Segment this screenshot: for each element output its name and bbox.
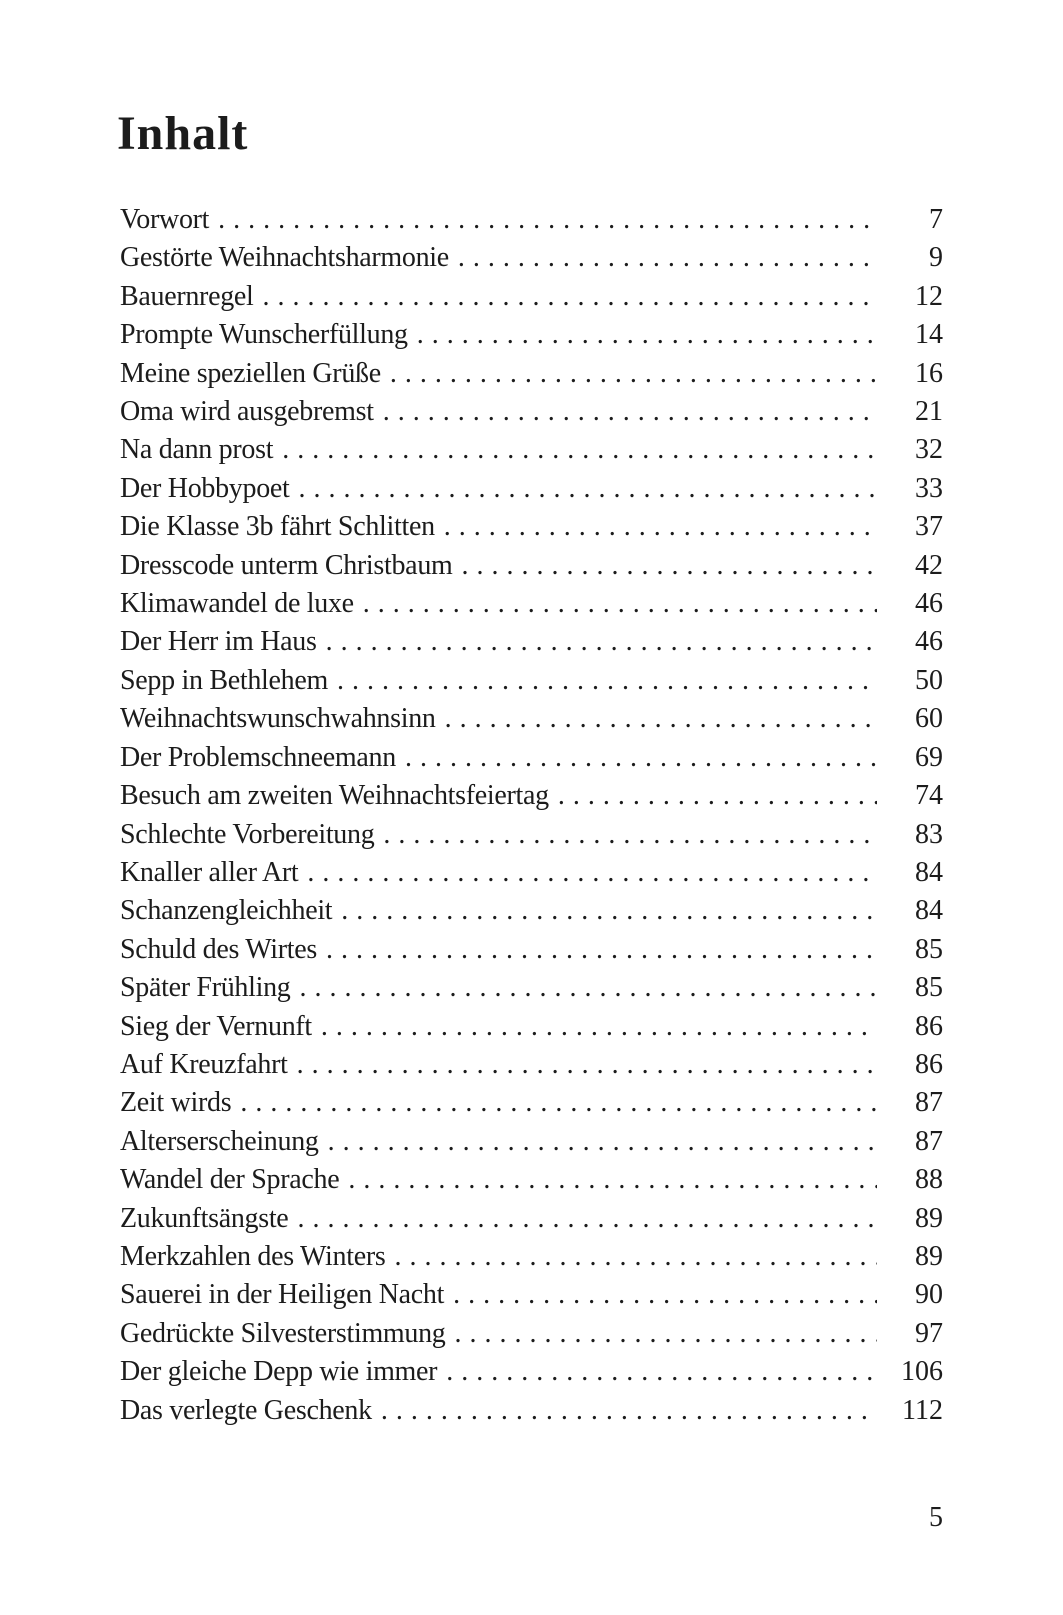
toc-row <box>120 1353 943 1391</box>
toc-row <box>120 969 943 1007</box>
dot-leader <box>383 393 877 431</box>
dot-leader <box>394 1238 877 1276</box>
toc-entry-title: Klimawandel de luxe <box>120 588 354 620</box>
toc-entry-title: Bauernregel <box>120 280 254 312</box>
toc-page-number: 89 <box>915 1202 943 1234</box>
toc-row <box>120 355 943 393</box>
dot-leader <box>363 585 877 623</box>
dot-leader <box>240 1084 877 1122</box>
dot-leader <box>341 892 877 930</box>
toc-entry-title: Auf Kreuzfahrt <box>120 1048 288 1080</box>
toc-page-number: 106 <box>901 1356 943 1388</box>
toc-row <box>120 431 943 469</box>
toc-row <box>120 892 943 930</box>
toc-entry-title: Der gleiche Depp wie immer <box>120 1356 438 1388</box>
dot-leader <box>462 547 878 585</box>
toc-entry-title: Gedrückte Silvesterstimmung <box>120 1317 446 1349</box>
dot-leader <box>348 1161 877 1199</box>
page-title: Inhalt <box>117 107 249 160</box>
toc-entry-title: Weihnachtswunschwahnsinn <box>120 703 436 735</box>
toc-row <box>120 1123 943 1161</box>
toc-entry-title: Später Frühling <box>120 972 291 1004</box>
toc-page-number: 84 <box>915 895 943 927</box>
dot-leader <box>455 1315 877 1353</box>
toc-page-number: 42 <box>915 549 943 581</box>
toc-row <box>120 854 943 892</box>
toc-row <box>120 585 943 623</box>
toc-page-number: 87 <box>915 1125 943 1157</box>
toc-page-number: 85 <box>915 972 943 1004</box>
toc-row <box>120 278 943 316</box>
toc-entry-title: Die Klasse 3b fährt Schlitten <box>120 511 435 543</box>
toc-row <box>120 623 943 661</box>
toc-page-number: 50 <box>915 664 943 696</box>
toc-page-number: 74 <box>915 780 943 812</box>
toc-row <box>120 316 943 354</box>
toc-row <box>120 1276 943 1314</box>
toc-row <box>120 662 943 700</box>
dot-leader <box>390 355 877 393</box>
dot-leader <box>383 816 877 854</box>
dot-leader <box>297 1046 877 1084</box>
toc-row <box>120 470 943 508</box>
dot-leader <box>445 700 877 738</box>
toc-page-number: 32 <box>915 434 943 466</box>
toc-row <box>120 1161 943 1199</box>
toc-entry-title: Meine speziellen Grüße <box>120 357 381 389</box>
toc-page-number: 97 <box>915 1317 943 1349</box>
dot-leader <box>405 739 877 777</box>
toc-row <box>120 1046 943 1084</box>
toc-page-number: 60 <box>915 703 943 735</box>
table-of-contents <box>120 201 943 1430</box>
toc-row <box>120 1238 943 1276</box>
toc-entry-title: Das verlegte Geschenk <box>120 1394 372 1426</box>
toc-row <box>120 777 943 815</box>
dot-leader <box>381 1392 877 1430</box>
toc-entry-title: Zukunftsängste <box>120 1202 289 1234</box>
dot-leader <box>417 316 877 354</box>
dot-leader <box>458 239 877 277</box>
dot-leader <box>300 969 878 1007</box>
dot-leader <box>558 777 877 815</box>
toc-row <box>120 239 943 277</box>
toc-entry-title: Der Herr im Haus <box>120 626 317 658</box>
page-footer <box>929 1504 943 1532</box>
toc-page-number: 88 <box>915 1164 943 1196</box>
toc-page-number: 21 <box>915 396 943 428</box>
dot-leader <box>299 470 877 508</box>
dot-leader <box>307 854 877 892</box>
toc-page-number: 90 <box>915 1279 943 1311</box>
toc-entry-title: Zeit wirds <box>120 1087 232 1119</box>
toc-entry-title: Schlechte Vorbereitung <box>120 818 375 850</box>
toc-entry-title: Alterserscheinung <box>120 1125 319 1157</box>
toc-row <box>120 1200 943 1238</box>
toc-row <box>120 931 943 969</box>
toc-page-number: 86 <box>915 1010 943 1042</box>
toc-row <box>120 547 943 585</box>
dot-leader <box>282 431 877 469</box>
toc-entry-title: Wandel der Sprache <box>120 1164 340 1196</box>
toc-entry-title: Oma wird ausgebremst <box>120 396 374 428</box>
toc-entry-title: Schanzengleichheit <box>120 895 333 927</box>
toc-entry-title: Sauerei in der Heiligen Nacht <box>120 1279 445 1311</box>
toc-entry-title: Gestörte Weihnachtsharmonie <box>120 242 449 274</box>
dot-leader <box>321 1008 877 1046</box>
toc-page-number: 85 <box>915 933 943 965</box>
dot-leader <box>328 1123 877 1161</box>
toc-page-number: 12 <box>915 280 943 312</box>
dot-leader <box>218 201 877 239</box>
dot-leader <box>326 931 877 969</box>
toc-entry-title: Dresscode unterm Christbaum <box>120 549 453 581</box>
toc-entry-title: Na dann prost <box>120 434 274 466</box>
toc-page-number: 9 <box>929 242 943 274</box>
dot-leader <box>263 278 877 316</box>
toc-row <box>120 1315 943 1353</box>
toc-page-number: 87 <box>915 1087 943 1119</box>
toc-entry-title: Knaller aller Art <box>120 856 299 888</box>
dot-leader <box>326 623 877 661</box>
toc-page-number: 84 <box>915 856 943 888</box>
toc-page-number: 46 <box>915 588 943 620</box>
dot-leader <box>444 508 877 546</box>
toc-entry-title: Der Hobbypoet <box>120 472 290 504</box>
toc-entry-title: Merkzahlen des Winters <box>120 1240 386 1272</box>
dot-leader <box>337 662 877 700</box>
toc-row <box>120 700 943 738</box>
toc-row <box>120 393 943 431</box>
folio-page-number: 5 <box>929 1502 943 1533</box>
toc-page-number: 86 <box>915 1048 943 1080</box>
toc-page-number: 14 <box>915 319 943 351</box>
toc-entry-title: Schuld des Wirtes <box>120 933 318 965</box>
dot-leader <box>453 1276 877 1314</box>
dot-leader <box>446 1353 877 1391</box>
toc-row <box>120 1084 943 1122</box>
toc-entry-title: Sepp in Bethlehem <box>120 664 328 696</box>
toc-page-number: 69 <box>915 741 943 773</box>
toc-row <box>120 1392 943 1430</box>
toc-page-number: 83 <box>915 818 943 850</box>
toc-entry-title: Prompte Wunscherfüllung <box>120 319 408 351</box>
toc-row <box>120 201 943 239</box>
toc-page-number: 46 <box>915 626 943 658</box>
toc-entry-title: Der Problemschneemann <box>120 741 396 773</box>
dot-leader <box>297 1200 877 1238</box>
toc-page-number: 37 <box>915 511 943 543</box>
toc-row <box>120 739 943 777</box>
toc-row <box>120 816 943 854</box>
toc-page-number: 16 <box>915 357 943 389</box>
toc-row <box>120 1008 943 1046</box>
toc-page-number: 89 <box>915 1240 943 1272</box>
toc-entry-title: Besuch am zweiten Weihnachtsfeiertag <box>120 780 549 812</box>
toc-page-number: 7 <box>929 204 943 235</box>
toc-page-number: 33 <box>915 472 943 504</box>
toc-entry-title: Vorwort <box>120 204 210 235</box>
toc-page-number: 112 <box>902 1394 943 1426</box>
toc-entry-title: Sieg der Vernunft <box>120 1010 312 1042</box>
toc-row <box>120 508 943 546</box>
